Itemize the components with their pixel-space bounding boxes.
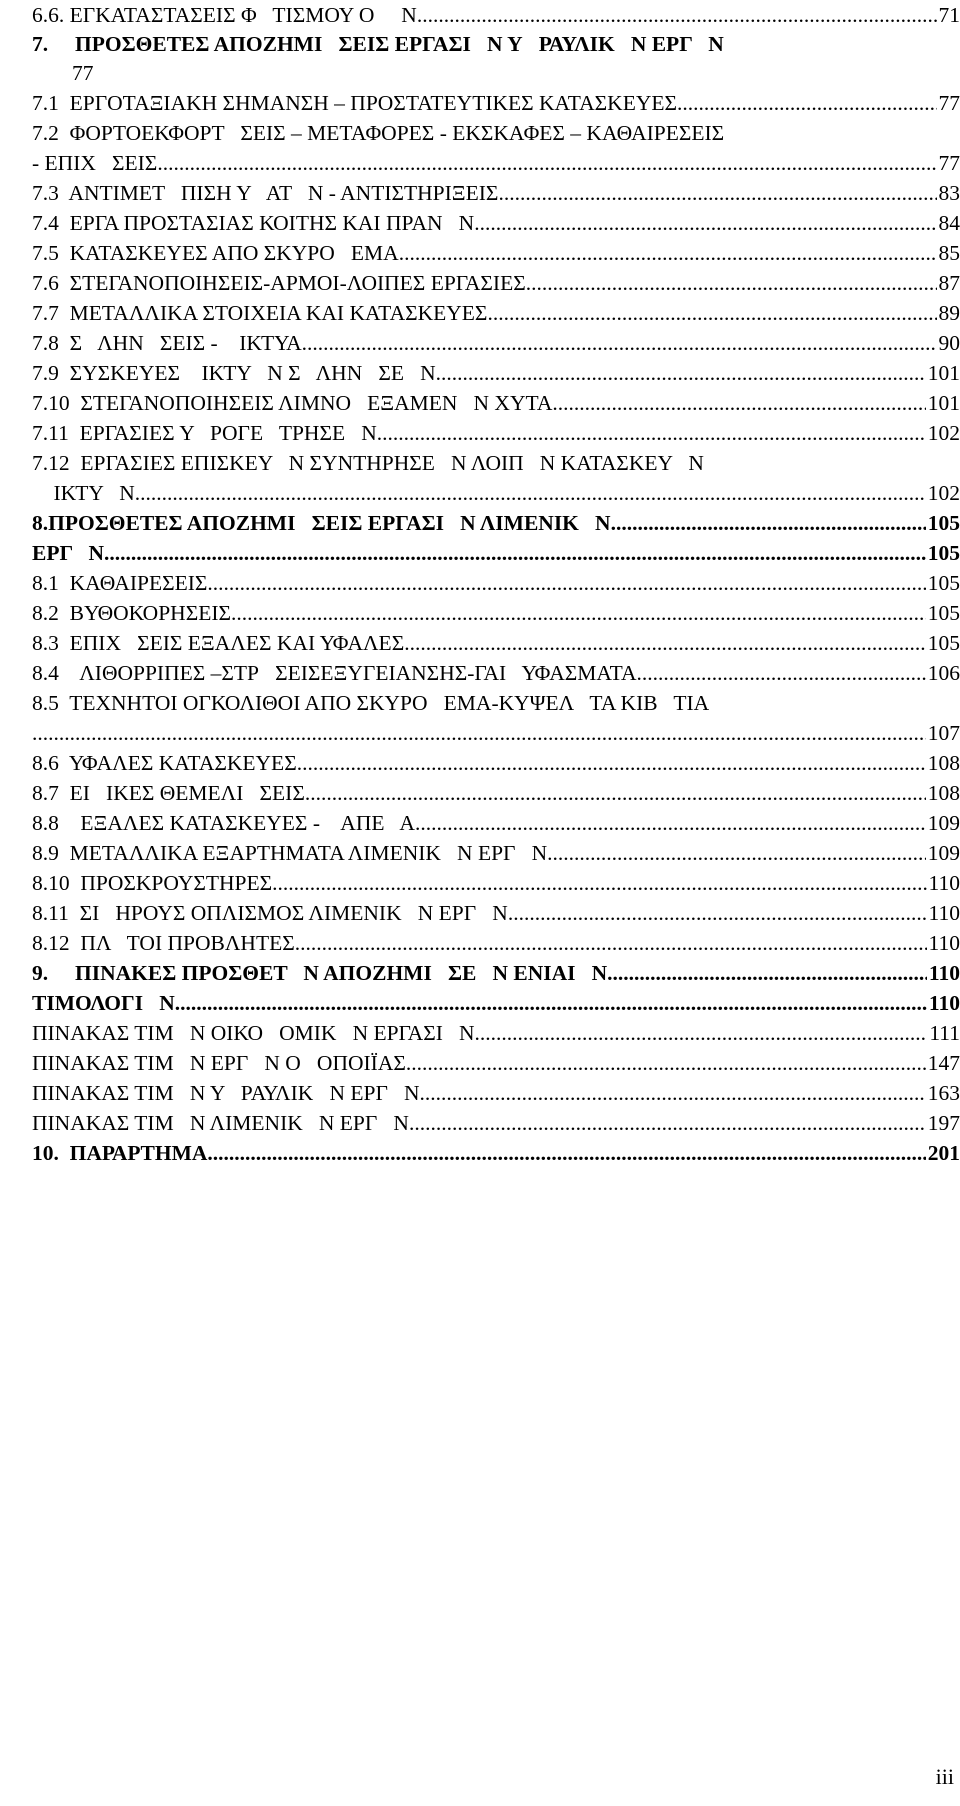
dot-leader (157, 148, 936, 178)
toc-entry-title: 8.9 ΜΕΤΑΛΛΙΚΑ ΕΞΑΡΤΗΜΑΤΑ ΛΙΜΕΝΙΚ Ν ΕΡΓ Ν (32, 841, 548, 865)
toc-entry[interactable] (32, 748, 960, 778)
dot-leader (474, 208, 936, 238)
toc-entry-page: 163 (927, 1081, 960, 1105)
toc-entry-page: 106 (927, 661, 960, 685)
toc-entry[interactable] (32, 328, 960, 358)
toc-entry[interactable] (32, 718, 960, 748)
toc-entry-page: 110 (928, 931, 960, 955)
toc-entry[interactable] (32, 778, 960, 808)
dot-leader (526, 268, 937, 298)
dot-leader (498, 178, 936, 208)
dot-leader (611, 508, 926, 538)
dot-leader (487, 298, 936, 328)
toc-entry-title: 7.9 ΣΥΣΚΕΥΕΣ ΙΚΤΥ Ν Σ ΛΗΝ ΣΕ Ν (32, 361, 436, 385)
toc-entry-page: 109 (927, 841, 960, 865)
toc-entry-page: 87 (938, 271, 960, 295)
toc-entry[interactable] (32, 478, 960, 508)
toc-entry-title: 7.12 ΕΡΓΑΣΙΕΣ ΕΠΙΣΚΕΥ Ν ΣΥΝΤΗΡΗΣΕ Ν ΛΟΙΠ Ν ΚΑΤΑΣΚΕΥ Ν (32, 451, 704, 475)
dot-leader (409, 1108, 926, 1138)
dot-leader (32, 718, 926, 748)
toc-entry-page: 107 (927, 721, 960, 745)
toc-entry-title: 8.8 ΕΞΑΛΕΣ ΚΑΤΑΣΚΕΥΕΣ - ΑΠΕ Α (32, 811, 415, 835)
toc-entry-title: 8.12 ΠΛ ΤΟΙ ΠΡΟΒΛΗΤΕΣ (32, 931, 295, 955)
toc-entry-title: 7.3 ΑΝΤΙΜΕΤ ΠΙΣΗ Υ ΑΤ Ν - ΑΝΤΙΣΤΗΡΙΞΕΙΣ (32, 181, 499, 205)
toc-entry[interactable] (32, 568, 960, 598)
toc-entry-page: 147 (927, 1051, 960, 1075)
toc-entry-page: 101 (927, 361, 960, 385)
toc-entry-page: 83 (938, 181, 960, 205)
dot-leader (475, 1018, 928, 1048)
toc-entry-title: ΙΚΤΥ Ν (32, 481, 135, 505)
toc-entry-title: 8.7 ΕΙ ΙΚΕΣ ΘΕΜΕΛΙ ΣΕΙΣ (32, 781, 305, 805)
dot-leader (377, 418, 926, 448)
toc-entry[interactable] (32, 658, 960, 688)
toc-entry[interactable] (32, 598, 960, 628)
toc-entry-title: 8.11 ΣΙ ΗΡΟΥΣ ΟΠΛΙΣΜΟΣ ΛΙΜΕΝΙΚ Ν ΕΡΓ Ν (32, 901, 508, 925)
toc-entry-title: 7. ΠΡΟΣΘΕΤΕΣ ΑΠΟΖΗΜΙ ΣΕΙΣ ΕΡΓΑΣΙ Ν Υ ΡΑΥΛΙΚ Ν ΕΡΓ Ν (32, 32, 724, 56)
toc-entry-title: 7.8 Σ ΛΗΝ ΣΕΙΣ - ΙΚΤΥΑ (32, 331, 302, 355)
toc-entry-title: 7.6 ΣΤΕΓΑΝΟΠΟΙΗΣΕΙΣ-ΑΡΜΟΙ-ΛΟΙΠΕΣ ΕΡΓΑΣΙΕΣ (32, 271, 526, 295)
toc-entry-page: 102 (927, 481, 960, 505)
dot-leader (415, 808, 926, 838)
toc-entry-page: 85 (938, 241, 960, 265)
toc-entry-page: 201 (927, 1141, 960, 1165)
dot-leader (406, 1048, 926, 1078)
toc-entry-title: 6.6. ΕΓΚΑΤΑΣΤΑΣΕΙΣ Φ ΤΙΣΜΟΥ Ο Ν (32, 3, 417, 27)
dot-leader (207, 568, 925, 598)
toc-entry[interactable] (32, 1108, 960, 1138)
toc-entry-title: 7.5 ΚΑΤΑΣΚΕΥΕΣ ΑΠΟ ΣΚΥΡΟ ΕΜΑ (32, 241, 399, 265)
dot-leader (295, 928, 927, 958)
toc-entry[interactable] (32, 1018, 960, 1048)
toc-entry-title: 8.ΠΡΟΣΘΕΤΕΣ ΑΠΟΖΗΜΙ ΣΕΙΣ ΕΡΓΑΣΙ Ν ΛΙΜΕΝΙΚ Ν (32, 511, 611, 535)
toc-entry-page: 105 (927, 631, 960, 655)
toc-entry-title: - ΕΠΙΧ ΣΕΙΣ (32, 151, 158, 175)
toc-entry-page: 108 (927, 781, 960, 805)
toc-entry-title: 8.2 ΒΥΘΟΚΟΡΗΣΕΙΣ (32, 601, 232, 625)
toc-entry[interactable] (32, 508, 960, 538)
dot-leader (607, 958, 927, 988)
toc-entry-page: 77 (938, 91, 960, 115)
toc-entry-title: ΠΙΝΑΚΑΣ ΤΙΜ Ν ΟΙΚΟ ΟΜΙΚ Ν ΕΡΓΑΣΙ Ν (32, 1021, 475, 1045)
dot-leader (399, 238, 937, 268)
toc-entry-page: 105 (927, 601, 960, 625)
toc-entry[interactable] (32, 1078, 960, 1108)
toc-entry[interactable] (32, 238, 960, 268)
toc-entry-title: 7.1 ΕΡΓΟΤΑΞΙΑΚΗ ΣΗΜΑΝΣΗ – ΠΡΟΣΤΑΤΕΥΤΙΚΕΣ ΚΑΤΑΣΚΕΥΕΣ (32, 91, 678, 115)
toc-entry-page: 110 (928, 961, 960, 985)
toc-entry-page: 89 (938, 301, 960, 325)
toc-entry-page: 197 (927, 1111, 960, 1135)
toc-entry-page: 110 (928, 991, 960, 1015)
toc-entry[interactable] (32, 88, 960, 118)
dot-leader (420, 1078, 926, 1108)
toc-entry-title: ΠΙΝΑΚΑΣ ΤΙΜ Ν ΕΡΓ Ν Ο ΟΠΟΙΪΑΣ (32, 1051, 406, 1075)
toc-entry[interactable] (32, 538, 960, 568)
dot-leader (305, 778, 926, 808)
toc-entry-page: 110 (928, 871, 960, 895)
toc-entry-page: 77 (938, 151, 960, 175)
toc-entry-title: 10. ΠΑΡΑΡΤΗΜΑ (32, 1141, 208, 1165)
dot-leader (637, 658, 926, 688)
toc-entry[interactable] (32, 298, 960, 328)
toc-entry-title: 7.7 ΜΕΤΑΛΛΙΚΑ ΣΤΟΙΧΕΙΑ ΚΑΙ ΚΑΤΑΣΚΕΥΕΣ (32, 301, 488, 325)
toc-entry-page: 108 (927, 751, 960, 775)
toc-entry[interactable] (32, 388, 960, 418)
toc-entry-page: 105 (927, 571, 960, 595)
toc-entry-title: ΕΡΓ Ν (32, 541, 105, 565)
toc-entry[interactable] (32, 208, 960, 238)
toc-entry-page: 109 (927, 811, 960, 835)
toc-entry-page: 105 (927, 541, 960, 565)
dot-leader (175, 988, 927, 1018)
toc-entry[interactable] (32, 928, 960, 958)
toc-entry[interactable] (32, 29, 724, 59)
toc-entry-page: 71 (938, 3, 960, 27)
toc-entry-page: 105 (927, 511, 960, 535)
dot-leader (508, 898, 927, 928)
toc-entry-page: 90 (938, 331, 960, 355)
toc-entry[interactable] (32, 1048, 960, 1078)
toc-entry-page: 102 (927, 421, 960, 445)
toc-entry-title: 8.4 ΛΙΘΟΡΡΙΠΕΣ –ΣΤΡ ΣΕΙΣΕΞΥΓΕΙΑΝΣΗΣ-ΓΑΙ ΥΦΑΣΜΑΤΑ (32, 661, 637, 685)
toc-entry-page: 84 (938, 211, 960, 235)
toc-entry-title: ΠΙΝΑΚΑΣ ΤΙΜ Ν Υ ΡΑΥΛΙΚ Ν ΕΡΓ Ν (32, 1081, 420, 1105)
toc-entry[interactable] (32, 268, 960, 298)
toc-entry[interactable] (32, 898, 960, 928)
toc-entry-title: 8.3 ΕΠΙΧ ΣΕΙΣ ΕΞΑΛΕΣ ΚΑΙ ΥΦΑΛΕΣ (32, 631, 405, 655)
toc-entry-title: 9. ΠΙΝΑΚΕΣ ΠΡΟΣΘΕΤ Ν ΑΠΟΖΗΜΙ ΣΕ Ν ΕΝΙΑΙ Ν (32, 961, 608, 985)
toc-entry-title: ΠΙΝΑΚΑΣ ΤΙΜ Ν ΛΙΜΕΝΙΚ Ν ΕΡΓ Ν (32, 1111, 409, 1135)
toc-entry-title: 7.10 ΣΤΕΓΑΝΟΠΟΙΗΣΕΙΣ ΛΙΜΝΟ ΕΞΑΜΕΝ Ν ΧΥΤΑ (32, 391, 553, 415)
dot-leader (135, 478, 926, 508)
dot-leader (231, 598, 926, 628)
toc-entry-title: 7.11 ΕΡΓΑΣΙΕΣ Υ ΡΟΓΕ ΤΡΗΣΕ Ν (32, 421, 377, 445)
dot-leader (417, 0, 937, 30)
dot-leader (677, 88, 936, 118)
toc-entry[interactable] (72, 58, 94, 88)
dot-leader (547, 838, 926, 868)
toc-entry[interactable] (32, 958, 960, 988)
toc-entry[interactable] (32, 358, 960, 388)
toc-entry[interactable] (32, 448, 704, 478)
dot-leader (552, 388, 925, 418)
dot-leader (302, 328, 937, 358)
toc-entry[interactable] (32, 868, 960, 898)
toc-entry-page: 101 (927, 391, 960, 415)
toc-entry[interactable] (32, 1138, 960, 1168)
dot-leader (436, 358, 926, 388)
toc-entry-title: ΤΙΜΟΛΟΓΙ Ν (32, 991, 175, 1015)
dot-leader (272, 868, 926, 898)
toc-entry-title: 8.10 ΠΡΟΣΚΡΟΥΣΤΗΡΕΣ (32, 871, 273, 895)
toc-entry[interactable] (32, 178, 960, 208)
toc-entry[interactable] (32, 148, 960, 178)
dot-leader (207, 1138, 925, 1168)
toc-entry[interactable] (32, 838, 960, 868)
toc-entry-title: 7.2 ΦΟΡΤΟΕΚΦΟΡΤ ΣΕΙΣ – ΜΕΤΑΦΟΡΕΣ - ΕΚΣΚΑΦΕΣ – ΚΑΘΑΙΡΕΣΕΙΣ (32, 121, 725, 145)
toc-entry-title: 8.5 ΤΕΧΝΗΤΟΙ ΟΓΚΟΛΙΘΟΙ ΑΠΟ ΣΚΥΡΟ ΕΜΑ-ΚΥΨΕΛ ΤΑ ΚΙΒ ΤΙΑ (32, 691, 710, 715)
toc-entry-page: 111 (929, 1021, 960, 1045)
toc-entry[interactable] (32, 988, 960, 1018)
dot-leader (404, 628, 926, 658)
toc-entry[interactable] (32, 118, 724, 148)
toc-entry-title: 77 (72, 61, 94, 85)
toc-entry[interactable] (32, 0, 960, 30)
toc-entry-page: 110 (928, 901, 960, 925)
toc-entry[interactable] (32, 688, 709, 718)
toc-entry-title: 8.6 ΥΦΑΛΕΣ ΚΑΤΑΣΚΕΥΕΣ (32, 751, 297, 775)
toc-entry-title: 7.4 ΕΡΓΑ ΠΡΟΣΤΑΣΙΑΣ ΚΟΙΤΗΣ ΚΑΙ ΠΡΑΝ Ν (32, 211, 475, 235)
toc-entry[interactable] (32, 808, 960, 838)
toc-entry[interactable] (32, 418, 960, 448)
toc-entry-title: 8.1 ΚΑΘΑΙΡΕΣΕΙΣ (32, 571, 208, 595)
dot-leader (104, 538, 926, 568)
page-number: iii (935, 1764, 954, 1789)
dot-leader (297, 748, 926, 778)
toc-entry[interactable] (32, 628, 960, 658)
